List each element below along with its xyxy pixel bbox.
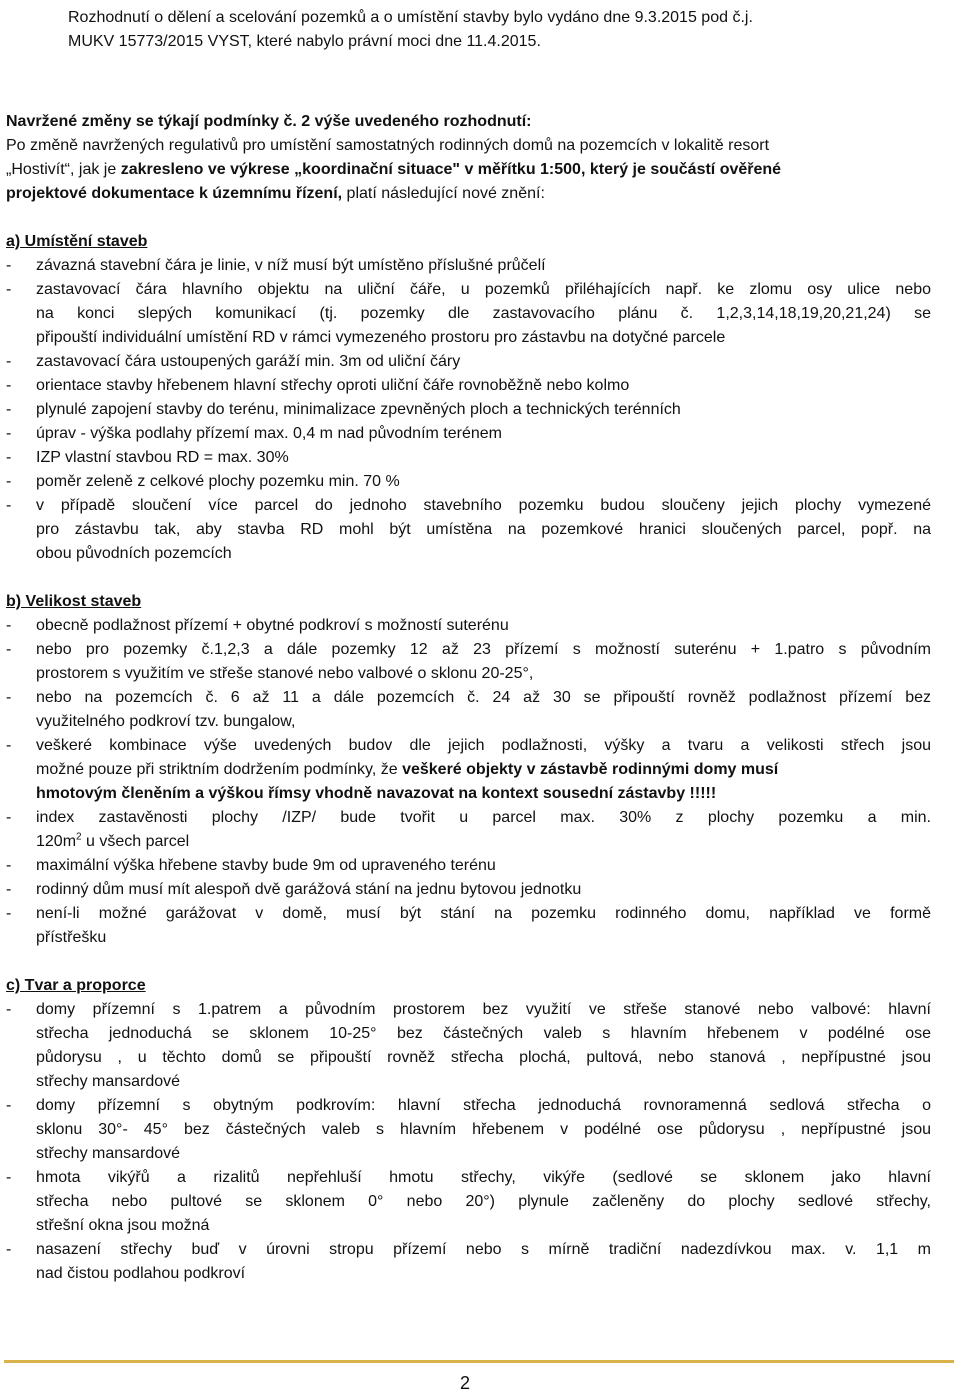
list-item: - orientace stavby hřebenem hlavní střechy oproti uliční čáře rovnoběžně nebo kolmo	[6, 377, 630, 394]
list-item: - domy přízemní s 1.patrem a původním prostorem bez využití ve střeše stanové nebo valbové: hlavní střecha jednoduchá se sklonem 10-25° bez částečných valeb s hlavním hřebenem v podélné ose půdorysu , u těchto domů se připouští rovněž střecha plochá, pultová, nebo stanová , nepřípustné jsou střechy mansardové	[6, 1001, 931, 1090]
paragraph-line: projektové dokumentace k územnímu řízení, platí následující nové znění:	[6, 185, 545, 202]
page-number: 2	[459, 1373, 470, 1393]
list-item: - obecně podlažnost přízemí + obytné podkroví s možností suterénu	[6, 617, 509, 634]
intro-line: Rozhodnutí o dělení a scelování pozemků a o umístění stavby bylo vydáno dne 9.3.2015 pod č.j.	[68, 9, 753, 26]
list-item: - nebo pro pozemky č.1,2,3 a dále pozemky 12 až 23 přízemí s možností suterénu + 1.patro s původním prostorem s využitím ve střeše stanové nebo valbové o sklonu 20-25°,	[6, 641, 931, 682]
main-content	[6, 110, 931, 1286]
list-item: - poměr zeleně z celkové plochy pozemku min. 70 %	[6, 473, 400, 490]
section-a-title: a) Umístění staveb	[6, 233, 148, 250]
list-item: - zastavovací čára hlavního objektu na uliční čáře, u pozemků přiléhajících např. ke zlomu osy ulice nebo na konci slepých komunikací (tj. pozemky dle zastavovacího plánu č. 1,2,3,14,18,19,20,21,24) se připouští individuální umístění RD v rámci vymezeného prostoru pro zástavbu na dotyčné parcele	[6, 281, 931, 346]
list-item: - veškeré kombinace výše uvedených budov dle jejich podlažnosti, výšky a tvaru a velikosti střech jsou možné pouze při striktním dodržením podmínky, že veškeré objekty v zástavbě rodinnými domy musí hmotovým členěním a výškou římsy vhodně navazovat na kontext sousední zástavby !!!!!	[6, 737, 931, 802]
list-item: - nasazení střechy buď v úrovni stropu přízemí nebo s mírně tradiční nadezdívkou max. v. 1,1 m nad čistou podlahou podkroví	[6, 1241, 931, 1282]
list-item: - závazná stavební čára je linie, v níž musí být umístěno příslušné průčelí	[6, 257, 546, 274]
list-item: - zastavovací čára ustoupených garáží min. 3m od uliční čáry	[6, 353, 461, 370]
footer-rule	[4, 1360, 954, 1363]
section-c-title: c) Tvar a proporce	[6, 977, 146, 994]
changes-heading: Navržené změny se týkají podmínky č. 2 výše uvedeného rozhodnutí:	[6, 113, 532, 130]
list-item: - domy přízemní s obytným podkrovím: hlavní střecha jednoduchá rovnoramenná sedlová střecha o sklonu 30°- 45° bez částečných valeb s hlavním hřebenem v podélné ose půdorysu , nepřípustné jsou střechy mansardové	[6, 1097, 931, 1162]
list-item: - maximální výška hřebene stavby bude 9m od upraveného terénu	[6, 857, 496, 874]
paragraph-line: Po změně navržených regulativů pro umístění samostatných rodinných domů na pozemcích v lokalitě resort	[6, 137, 770, 154]
intro-paragraph	[68, 6, 938, 54]
list-item: - plynulé zapojení stavby do terénu, minimalizace zpevněných ploch a technických terénních	[6, 401, 681, 418]
paragraph-line: „Hostivít“, jak je zakresleno ve výkrese „koordinační situace" v měřítku 1:500, který je součástí ověřené	[6, 161, 782, 178]
list-item: - index zastavěnosti plochy /IZP/ bude tvořit u parcel max. 30% z plochy pozemku a min. $120m^2$ u všech parcel	[6, 809, 931, 850]
intro-line: MUKV 15773/2015 VYST, které nabylo právní moci dne 11.4.2015.	[68, 33, 541, 50]
list-item: - v případě sloučení více parcel do jednoho stavebního pozemku budou sloučeny jejich plochy vymezené pro zástavbu tak, aby stavba RD mohl být umístěna na pozemkové hranici sloučených parcel, popř. na obou původních pozemcích	[6, 497, 931, 562]
section-b-title: b) Velikost staveb	[6, 593, 142, 610]
list-item: - IZP vlastní stavbou RD = max. 30%	[6, 449, 289, 466]
list-item: - rodinný dům musí mít alespoň dvě garážová stání na jednu bytovou jednotku	[6, 881, 582, 898]
list-item: - není-li možné garážovat v domě, musí být stání na pozemku rodinného domu, například ve formě přístřešku	[6, 905, 931, 946]
list-item: - úprav - výška podlahy přízemí max. 0,4 m nad původním terénem	[6, 425, 502, 442]
list-item: - nebo na pozemcích č. 6 až 11 a dále pozemcích č. 24 až 30 se připouští rovněž podlažnost přízemí bez využitelného podkroví tzv. bungalow,	[6, 689, 931, 730]
list-item: - hmota vikýřů a rizalitů nepřehluší hmotu střechy, vikýře (sedlové se sklonem jako hlavní střecha nebo pultové se sklonem 0° nebo 20°) plynule začleněny do plochy sedlové střechy, střešní okna jsou možná	[6, 1169, 931, 1234]
